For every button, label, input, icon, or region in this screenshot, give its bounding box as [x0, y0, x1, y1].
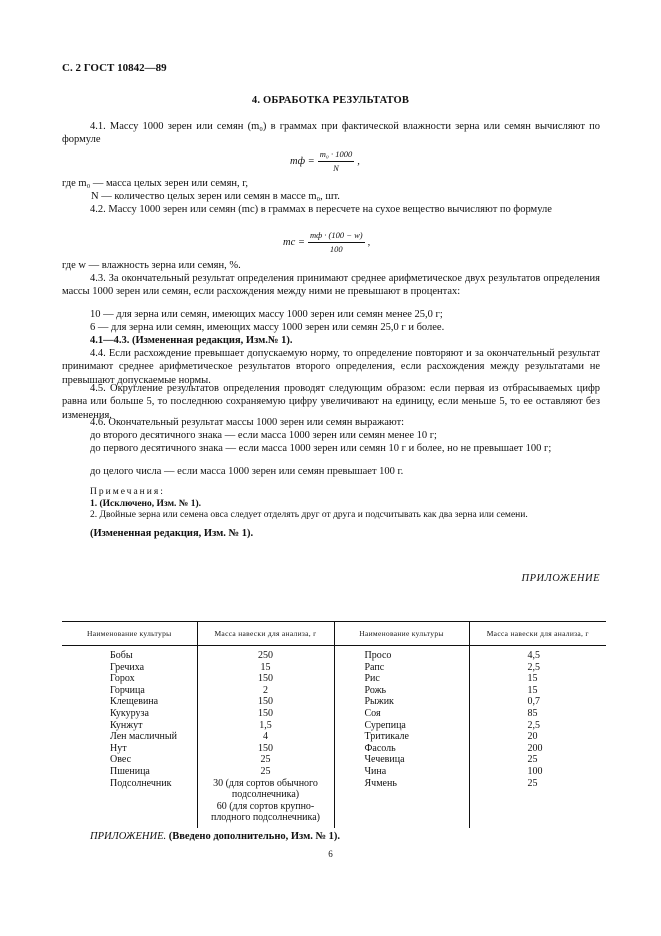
- mass-value: 200: [527, 742, 543, 754]
- paragraph-4-6: 4.6. Окончательный результат массы 1000 зерен или семян выражают:: [90, 417, 405, 428]
- paragraph-4-2: 4.2. Массу 1000 зерен или семян (mс) в граммах в пересчете на сухое вещество вычисляют по формуле: [90, 204, 552, 215]
- table-body-row: [62, 646, 606, 828]
- mass-value: 150: [258, 707, 273, 719]
- crop-name: Бобы: [110, 650, 133, 661]
- crop-name: Нут: [110, 742, 127, 754]
- mass-value: 20: [527, 731, 538, 743]
- note-2: 2. Двойные зерна или семена овса следует отделять друг от друга и подсчитывать как два зерна или семени.: [90, 510, 528, 520]
- crop-name: Рыжик: [364, 696, 394, 708]
- crop-name: Горчица: [110, 684, 145, 696]
- formula-2-tail: ,: [367, 236, 371, 248]
- header-crop-right: Наименование культуры: [334, 622, 469, 646]
- crop-name: Лен масличный: [110, 731, 177, 743]
- notes-heading: Примечания:: [90, 487, 165, 497]
- mass-value: 150: [258, 673, 273, 685]
- formula-1-fraction: [318, 149, 354, 174]
- crop-name: Кунжут: [110, 719, 143, 731]
- where-1b: N — количество целых зерен или семян в массе m₀, шт.: [91, 191, 340, 202]
- mass-value: 150: [258, 696, 273, 708]
- mass-value: 25: [527, 754, 538, 766]
- formula-1-tail: ,: [357, 155, 360, 167]
- mass-value: 15: [527, 673, 538, 685]
- crop-name: Горох: [110, 673, 135, 685]
- header-mass-right: Масса навески для анализа, г: [469, 622, 606, 646]
- formula-1-numerator: m₀ · 1000: [318, 149, 354, 162]
- crop-name: Подсолнечник: [110, 777, 172, 789]
- formula-2-fraction: [308, 230, 365, 255]
- appendix-title: ПРИЛОЖЕНИЕ: [521, 573, 600, 584]
- formula-2-denominator: 100: [329, 243, 343, 254]
- page-number: 6: [328, 849, 333, 859]
- appendix-note: [90, 830, 340, 843]
- formula-2: [283, 230, 370, 255]
- crop-name: Фасоль: [364, 742, 396, 754]
- crop-names-right: [335, 646, 469, 793]
- table-header-row: [62, 622, 606, 646]
- crop-name: Чечевица: [364, 754, 405, 766]
- mass-value: 150: [258, 742, 273, 754]
- header-mass-left: Масса навески для анализа, г: [197, 622, 334, 646]
- paragraph-4-6-item-c: до целого числа — если масса 1000 зерен или семян превышает 100 г.: [90, 466, 404, 477]
- mass-value: 30 (для сортов обычного подсолнечника): [213, 777, 318, 801]
- crop-name: Ячмень: [364, 777, 397, 789]
- formula-1-lhs: mф =: [290, 155, 315, 167]
- paragraph-4-3-item-a: 10 — для зерна или семян, имеющих массу 1000 зерен или семян менее 25,0 г;: [90, 309, 443, 320]
- crop-name: Пшеница: [110, 765, 150, 777]
- paragraph-4-1: 4.1. Массу 1000 зерен или семян (m₀) в граммах при фактической влажности зерна или семян вычисляют по формуле: [62, 121, 600, 146]
- mass-value: 25: [260, 765, 271, 777]
- crop-name: Овес: [110, 754, 132, 766]
- appendix-note-text: (Введено дополнительно, Изм. № 1).: [168, 831, 341, 842]
- crop-name: Рожь: [364, 684, 387, 696]
- crop-names-left: [62, 646, 197, 793]
- revision-note: (Измененная редакция, Изм. № 1).: [90, 528, 254, 539]
- formula-1-denominator: N: [333, 162, 339, 173]
- crop-name: Гречиха: [110, 661, 145, 673]
- crop-name: Чина: [364, 765, 387, 777]
- mass-values-left: [198, 646, 334, 828]
- mass-value: 85: [527, 707, 538, 719]
- mass-value: 0,7: [527, 696, 540, 708]
- mass-value: 25: [260, 754, 271, 766]
- mass-value: 2: [263, 684, 268, 696]
- section-title: 4. ОБРАБОТКА РЕЗУЛЬТАТОВ: [251, 95, 410, 106]
- revision-4-1-4-3: 4.1—4.3. (Измененная редакция, Изм.№ 1).: [90, 335, 293, 346]
- crop-name: Просо: [364, 650, 392, 661]
- crop-name: Рапс: [364, 661, 385, 673]
- mass-value: 15: [260, 661, 271, 673]
- header-crop-left: Наименование культуры: [62, 622, 197, 646]
- mass-value: 4,5: [527, 650, 540, 661]
- formula-1: [290, 149, 360, 174]
- mass-value: 100: [527, 765, 543, 777]
- mass-value: 25: [527, 777, 538, 789]
- crop-name: Сурепица: [364, 719, 406, 731]
- paragraph-4-3: 4.3. За окончательный результат определения принимают среднее арифметическое двух результатов определения массы 1000 зерен или семян, если расхождения между ними не превышают в процентах:: [62, 273, 600, 298]
- crop-name: Рис: [364, 673, 380, 685]
- crop-name: Клещевина: [110, 696, 159, 708]
- mass-value: 2,5: [527, 661, 540, 673]
- mass-value: 15: [527, 684, 538, 696]
- mass-value: 250: [258, 650, 273, 661]
- where-1a: где m₀ — масса целых зерен или семян, г,: [62, 178, 249, 189]
- formula-2-numerator: mф · (100 − w): [308, 230, 365, 243]
- appendix-note-label: ПРИЛОЖЕНИЕ.: [90, 831, 167, 842]
- sample-mass-table: [62, 621, 606, 828]
- mass-value: 4: [263, 731, 268, 743]
- formula-2-lhs: mс =: [283, 236, 305, 248]
- paragraph-4-6-item-a: до второго десятичного знака — если масса 1000 зерен или семян менее 10 г;: [90, 430, 437, 441]
- mass-value: 1,5: [259, 719, 272, 731]
- mass-value: 60 (для сортов крупно-плодного подсолнечника): [210, 800, 321, 824]
- where-2: где w — влажность зерна или семян, %.: [62, 260, 241, 271]
- page-header: С. 2 ГОСТ 10842—89: [62, 62, 167, 74]
- paragraph-4-5: 4.5. Округление результатов определения проводят следующим образом: если первая из отбрасываемых цифр равна или больше 5, то последнюю сохраняемую цифру увеличивают на единицу, если меньше 5, то ее оставляют без изменения.: [62, 383, 600, 421]
- crop-name: Соя: [364, 707, 381, 719]
- note-1: 1. (Исключено, Изм. № 1).: [90, 499, 202, 509]
- mass-value: 2,5: [527, 719, 540, 731]
- paragraph-4-4: 4.4. Если расхождение превышает допускаемую норму, то определение повторяют и за окончательный результат принимают среднее арифметическое результатов второго определения, если расхождения между результатами не превышают допускаемые нормы.: [62, 348, 600, 386]
- crop-name: Кукуруза: [110, 707, 149, 719]
- crop-name: Тритикале: [364, 731, 409, 743]
- mass-values-right: [470, 646, 607, 793]
- paragraph-4-3-item-b: 6 — для зерна или семян, имеющих массу 1000 зерен или семян 25,0 г и более.: [90, 322, 445, 333]
- paragraph-4-6-item-b: до первого десятичного знака — если масса 1000 зерен или семян 10 г и более, но не превышает 100 г;: [90, 443, 552, 454]
